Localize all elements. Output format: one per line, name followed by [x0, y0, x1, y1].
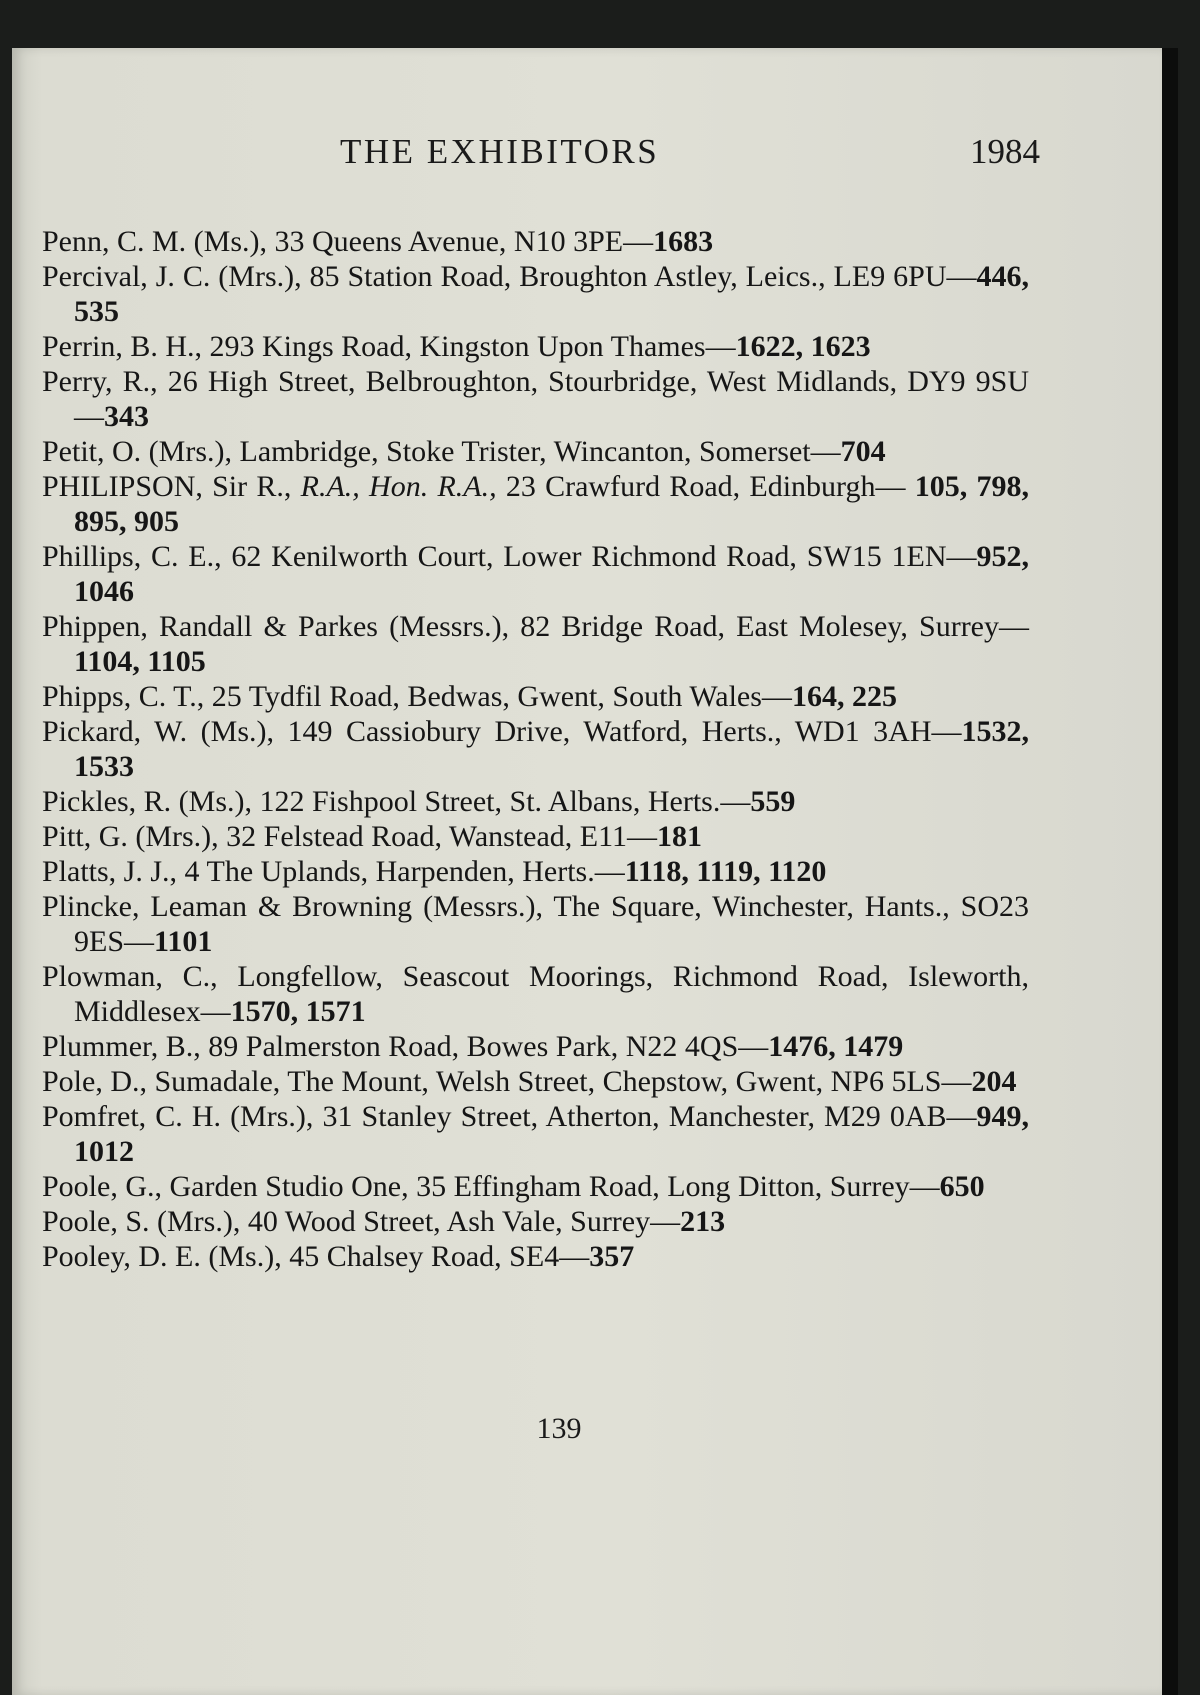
- catalogue-numbers: 1101: [154, 925, 213, 958]
- exhibitor-entry: Platts, J. J., 4 The Uplands, Harpenden, Herts.—1118, 1119, 1120: [42, 855, 827, 888]
- exhibitor-entry: Plowman, C., Longfellow, Seascout Moorings, Richmond Road, Isleworth, Middlesex—1570, 1571: [42, 960, 1029, 1028]
- catalogue-numbers: 357: [589, 1240, 635, 1273]
- catalogue-numbers: 559: [750, 785, 796, 818]
- page-number: 139: [536, 1412, 582, 1445]
- exhibitor-entry: Perrin, B. H., 293 Kings Road, Kingston Upon Thames—1622, 1623: [42, 330, 871, 363]
- exhibitor-entry: PHILIPSON, Sir R., R.A., Hon. R.A., 23 Crawfurd Road, Edinburgh— 105, 798, 895, 905: [42, 470, 1029, 538]
- exhibitor-entry: Pole, D., Sumadale, The Mount, Welsh Street, Chepstow, Gwent, NP6 5LS—204: [42, 1065, 1017, 1098]
- exhibitor-entry: Petit, O. (Mrs.), Lambridge, Stoke Trister, Wincanton, Somerset—704: [42, 435, 886, 468]
- catalogue-numbers: 704: [840, 435, 886, 468]
- honorific: Hon. R.A.,: [369, 470, 497, 503]
- catalogue-numbers: 446, 535: [74, 260, 1029, 328]
- exhibitor-entry: Phippen, Randall & Parkes (Messrs.), 82 Bridge Road, East Molesey, Surrey—1104, 1105: [42, 610, 1029, 678]
- exhibitor-entry: Pitt, G. (Mrs.), 32 Felstead Road, Wanstead, E11—181: [42, 820, 703, 853]
- catalogue-numbers: 343: [104, 400, 149, 433]
- catalogue-numbers: 1683: [653, 225, 714, 258]
- exhibitor-entry: Phipps, C. T., 25 Tydfil Road, Bedwas, Gwent, South Wales—164, 225: [42, 680, 897, 713]
- catalogue-numbers: 1532, 1533: [74, 715, 1029, 783]
- exhibitor-list: [42, 224, 1029, 1274]
- catalogue-numbers: 204: [971, 1065, 1017, 1098]
- exhibitor-entry: Poole, G., Garden Studio One, 35 Effingham Road, Long Ditton, Surrey—650: [42, 1170, 985, 1203]
- exhibitor-entry: Perry, R., 26 High Street, Belbroughton, Stourbridge, West Midlands, DY9 9SU—343: [42, 365, 1029, 433]
- exhibitor-entry: Phillips, C. E., 62 Kenilworth Court, Lower Richmond Road, SW15 1EN—952, 1046: [42, 540, 1029, 608]
- exhibitor-entry: Plincke, Leaman & Browning (Messrs.), The Square, Winchester, Hants., SO23 9ES—1101: [42, 890, 1029, 958]
- exhibitor-entry: Pooley, D. E. (Ms.), 45 Chalsey Road, SE4—357: [42, 1240, 635, 1273]
- header-year: 1984: [970, 132, 1040, 171]
- catalogue-numbers: 1570, 1571: [230, 995, 366, 1028]
- catalogue-numbers: 1104, 1105: [74, 645, 206, 678]
- catalogue-numbers: 949, 1012: [74, 1100, 1029, 1168]
- exhibitor-entry: Penn, C. M. (Ms.), 33 Queens Avenue, N10 3PE—1683: [42, 225, 714, 258]
- book-page: [12, 48, 1162, 1695]
- catalogue-numbers: 1476, 1479: [768, 1030, 904, 1063]
- catalogue-numbers: 164, 225: [791, 680, 897, 713]
- catalogue-numbers: 181: [657, 820, 703, 853]
- honorific: R.A.,: [300, 470, 360, 503]
- exhibitor-entry: Pickard, W. (Ms.), 149 Cassiobury Drive, Watford, Herts., WD1 3AH—1532, 1533: [42, 715, 1029, 783]
- exhibitor-entry: Poole, S. (Mrs.), 40 Wood Street, Ash Vale, Surrey—213: [42, 1205, 726, 1238]
- exhibitor-entry: Pickles, R. (Ms.), 122 Fishpool Street, St. Albans, Herts.—559: [42, 785, 796, 818]
- catalogue-numbers: 952, 1046: [74, 540, 1029, 608]
- exhibitor-entry: Plummer, B., 89 Palmerston Road, Bowes Park, N22 4QS—1476, 1479: [42, 1030, 904, 1063]
- header-title: THE EXHIBITORS: [340, 132, 660, 171]
- exhibitor-entry: Percival, J. C. (Mrs.), 85 Station Road, Broughton Astley, Leics., LE9 6PU—446, 535: [42, 260, 1029, 328]
- catalogue-numbers: 105, 798, 895, 905: [74, 470, 1029, 538]
- catalogue-numbers: 650: [939, 1170, 985, 1203]
- exhibitor-entry: Pomfret, C. H. (Mrs.), 31 Stanley Street, Atherton, Manchester, M29 0AB—949, 1012: [42, 1100, 1029, 1168]
- book-binding-shadow: [1162, 48, 1178, 1695]
- catalogue-numbers: 1622, 1623: [735, 330, 871, 363]
- catalogue-numbers: 213: [680, 1205, 726, 1238]
- running-header: [12, 132, 1162, 182]
- catalogue-numbers: 1118, 1119, 1120: [624, 855, 827, 888]
